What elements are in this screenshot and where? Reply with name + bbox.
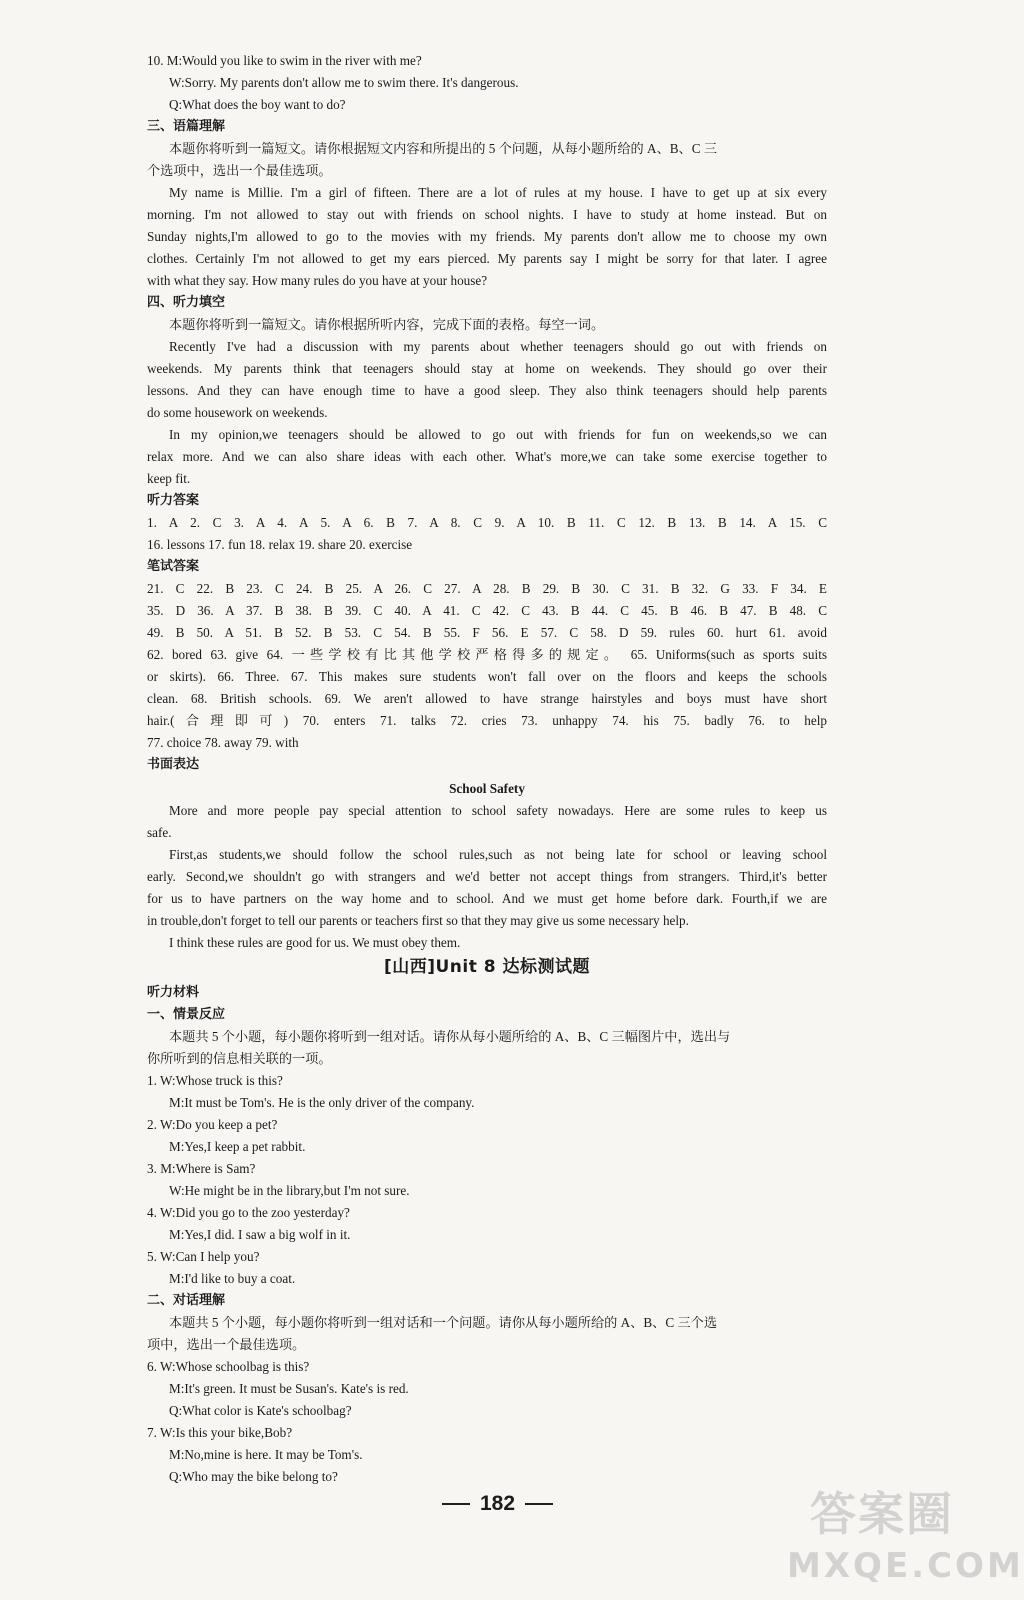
answer-line: hair.(合理即可) 70. enters 71. talks 72. cries 73. unhappy 74. his 75. badly 76. to help <box>147 713 827 728</box>
passage-line: do some housework on weekends. <box>147 405 328 420</box>
passage-line: My name is Millie. I'm a girl of fifteen. There are a lot of rules at my house. I have to get up at six every <box>169 185 827 200</box>
instruction-line: 本题你将听到一篇短文。请你根据所听内容，完成下面的表格。每空一词。 <box>169 317 605 332</box>
watermark-bottom-text: MXQE.COM <box>787 1546 1024 1586</box>
answer-line: 21. C 22. B 23. C 24. B 25. A 26. C 27. A 28. B 29. B 30. C 31. B 32. G 33. F 34. E <box>147 581 827 596</box>
instruction-line: 本题你将听到一篇短文。请你根据短文内容和所提出的 5 个问题，从每小题所给的 A、B、C 三 <box>169 141 718 156</box>
essay-line: in trouble,don't forget to tell our parents or teachers first so that they may give us some necessary help. <box>147 913 689 928</box>
instruction-line: 本题共 5 个小题，每小题你将听到一组对话和一个问题。请你从每小题所给的 A、B、C 三个选 <box>169 1315 718 1330</box>
section-heading: 四、听力填空 <box>147 295 226 310</box>
passage-line: morning. I'm not allowed to stay out with friends on school nights. I have to study at home instead. But on <box>147 207 827 222</box>
text-line: Q:What does the boy want to do? <box>169 97 346 112</box>
section-heading: 三、语篇理解 <box>147 119 226 134</box>
document-page <box>147 50 827 1488</box>
instruction-line: 你所听到的信息相关联的一项。 <box>147 1051 332 1066</box>
dialogue-line: 5. W:Can I help you? <box>147 1249 260 1264</box>
instruction-line: 本题共 5 个小题，每小题你将听到一组对话。请你从每小题所给的 A、B、C 三幅图片中，选出与 <box>169 1029 731 1044</box>
answer-line: 35. D 36. A 37. B 38. B 39. C 40. A 41. C 42. C 43. B 44. C 45. B 46. B 47. B 48. C <box>147 603 827 618</box>
dash-left <box>442 1503 470 1505</box>
passage-line: Sunday nights,I'm allowed to go to the movies with my friends. My parents don't allow me to choose my own <box>147 229 827 244</box>
essay-line: for us to have partners on the way home and to school. And we must get home before dark. Fourth,if we are <box>147 891 827 906</box>
dialogue-line: M:No,mine is here. It may be Tom's. <box>169 1447 363 1462</box>
passage-line: relax more. And we can also share ideas with each other. What's more,we can take some exercise together to <box>147 449 827 464</box>
text-line: W:Sorry. My parents don't allow me to swim there. It's dangerous. <box>169 75 519 90</box>
passage-line: keep fit. <box>147 471 191 486</box>
section-heading: 笔试答案 <box>147 559 200 574</box>
answer-line: 49. B 50. A 51. B 52. B 53. C 54. B 55. F 56. E 57. C 58. D 59. rules 60. hurt 61. avoid <box>147 625 827 640</box>
passage-line: weekends. My parents think that teenagers should stay at home on weekends. They should go over their <box>147 361 827 376</box>
section-heading: 二、对话理解 <box>147 1293 226 1308</box>
answer-line: 16. lessons 17. fun 18. relax 19. share 20. exercise <box>147 537 413 552</box>
dialogue-line: Q:Who may the bike belong to? <box>169 1469 338 1484</box>
page-number-text: 182 <box>479 1492 516 1515</box>
watermark-logo <box>787 1478 1024 1588</box>
unit-title: [山西]Unit 8 达标测试题 <box>383 957 591 977</box>
passage-line: with what they say. How many rules do you have at your house? <box>147 273 488 288</box>
essay-line: More and more people pay special attention to school safety nowadays. Here are some rules to keep us <box>169 803 827 818</box>
dialogue-line: 3. M:Where is Sam? <box>147 1161 256 1176</box>
dialogue-line: M:It must be Tom's. He is the only driver of the company. <box>169 1095 475 1110</box>
essay-line: I think these rules are good for us. We must obey them. <box>169 935 461 950</box>
answer-line: or skirts). 66. Three. 67. This makes sure students won't fall over on the floors and keeps the schools <box>147 669 827 684</box>
dialogue-line: Q:What color is Kate's schoolbag? <box>169 1403 352 1418</box>
answer-line: 62. bored 63. give 64. 一些学校有比其他学校严格得多的规定。 65. Uniforms(such as sports suits <box>147 647 827 662</box>
text-line: 10. M:Would you like to swim in the river with me? <box>147 53 422 68</box>
essay-title: School Safety <box>449 781 525 796</box>
dialogue-line: M:It's green. It must be Susan's. Kate's is red. <box>169 1381 409 1396</box>
dialogue-line: M:Yes,I did. I saw a big wolf in it. <box>169 1227 351 1242</box>
watermark-top-text: 答案圈 <box>810 1487 954 1541</box>
dialogue-line: 7. W:Is this your bike,Bob? <box>147 1425 293 1440</box>
section-heading: 听力答案 <box>147 493 200 508</box>
dialogue-line: M:Yes,I keep a pet rabbit. <box>169 1139 306 1154</box>
dialogue-line: M:I'd like to buy a coat. <box>169 1271 296 1286</box>
passage-line: lessons. And they can have enough time to have a good sleep. They also think teenagers should help parents <box>147 383 827 398</box>
section-heading: 一、情景反应 <box>147 1007 226 1022</box>
dialogue-line: 4. W:Did you go to the zoo yesterday? <box>147 1205 350 1220</box>
section-heading: 书面表达 <box>147 757 200 772</box>
answer-line: clean. 68. British schools. 69. We aren't allowed to have strange hairstyles and boys must have short <box>147 691 827 706</box>
dialogue-line: W:He might be in the library,but I'm not sure. <box>169 1183 410 1198</box>
dash-right <box>525 1503 553 1505</box>
instruction-line: 项中，选出一个最佳选项。 <box>147 1337 306 1352</box>
passage-line: In my opinion,we teenagers should be allowed to go out with friends for fun on weekends,so we can <box>169 427 827 442</box>
dialogue-line: 2. W:Do you keep a pet? <box>147 1117 278 1132</box>
dialogue-line: 6. W:Whose schoolbag is this? <box>147 1359 310 1374</box>
essay-line: First,as students,we should follow the school rules,such as not being late for school or leaving school <box>169 847 827 862</box>
answer-line: 77. choice 78. away 79. with <box>147 735 299 750</box>
section-heading: 听力材料 <box>147 985 200 1000</box>
dialogue-line: 1. W:Whose truck is this? <box>147 1073 283 1088</box>
answer-line: 1. A 2. C 3. A 4. A 5. A 6. B 7. A 8. C 9. A 10. B 11. C 12. B 13. B 14. A 15. C <box>147 515 827 530</box>
essay-line: safe. <box>147 825 172 840</box>
passage-line: clothes. Certainly I'm not allowed to get my ears pierced. My parents say I might be sorry for that later. I agree <box>147 251 827 266</box>
essay-line: early. Second,we shouldn't go with strangers and we'd better not accept things from strangers. Third,it's better <box>147 869 827 884</box>
passage-line: Recently I've had a discussion with my parents about whether teenagers should go out with friends on <box>169 339 827 354</box>
instruction-line: 个选项中，选出一个最佳选项。 <box>147 163 332 178</box>
